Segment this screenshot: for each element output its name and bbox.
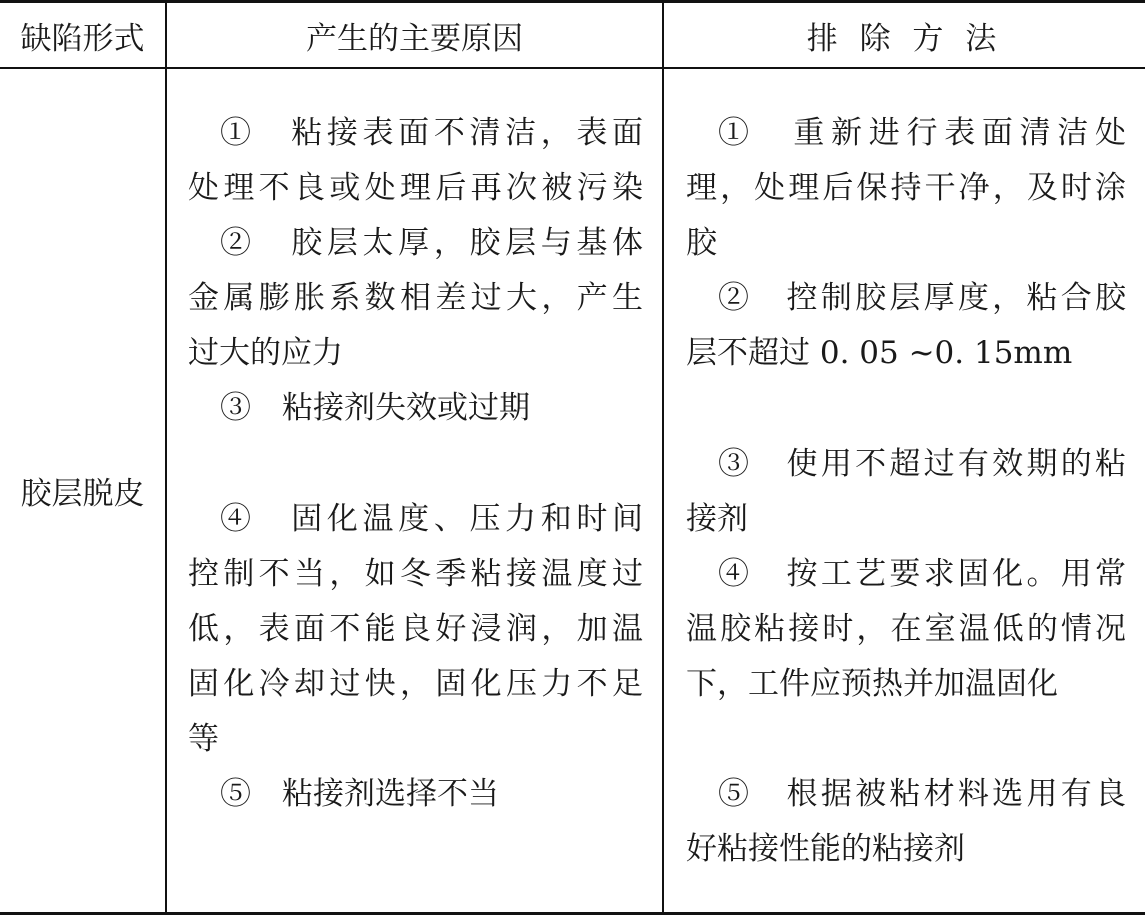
- remedy-line: 接剂: [686, 501, 748, 537]
- table-bottom-rule: [0, 912, 1145, 915]
- remedy-line: ① 重新进行表面清洁处: [718, 115, 1126, 151]
- remedy-line: 好粘接性能的粘接剂: [686, 831, 965, 867]
- column-divider-1: [165, 0, 167, 915]
- remedy-line: ⑤ 根据被粘材料选用有良: [718, 776, 1126, 812]
- header-remedy: 排 除 方 法: [806, 20, 1003, 57]
- header-divider-rule: [0, 67, 1145, 69]
- cause-line: 固化冷却过快，固化压力不足: [188, 666, 643, 702]
- remedy-line: ③ 使用不超过有效期的粘: [718, 446, 1126, 482]
- cause-line: 金属膨胀系数相差过大，产生: [188, 280, 643, 316]
- cause-line: 等: [188, 721, 219, 757]
- remedy-line: ④ 按工艺要求固化。用常: [718, 556, 1126, 592]
- header-main-cause: 产生的主要原因: [306, 20, 523, 57]
- remedy-line: 层不超过 0. 05 ~0. 15mm: [686, 335, 1073, 371]
- cause-line: ③ 粘接剂失效或过期: [220, 390, 530, 426]
- defect-name-cell: 胶层脱皮: [20, 476, 145, 512]
- cause-line: 控制不当，如冬季粘接温度过: [188, 556, 643, 592]
- cause-line: 过大的应力: [188, 335, 343, 371]
- cause-line: 处理不良或处理后再次被污染: [188, 170, 643, 206]
- remedy-line: ② 控制胶层厚度，粘合胶: [718, 280, 1126, 316]
- cause-line: ④ 固化温度、压力和时间: [220, 501, 643, 537]
- remedy-line: 温胶粘接时，在室温低的情况: [686, 611, 1126, 647]
- remedy-line: 理，处理后保持干净，及时涂: [686, 170, 1126, 206]
- remedy-line: 下，工件应预热并加温固化: [686, 666, 1058, 702]
- cause-line: 低，表面不能良好浸润，加温: [188, 611, 643, 647]
- cause-line: ① 粘接表面不清洁，表面: [220, 115, 643, 151]
- cause-line: ② 胶层太厚，胶层与基体: [220, 225, 643, 261]
- cause-line: ⑤ 粘接剂选择不当: [220, 776, 499, 812]
- column-divider-2: [662, 0, 664, 915]
- header-defect-type: 缺陷形式: [20, 20, 145, 57]
- remedy-line: 胶: [686, 225, 717, 261]
